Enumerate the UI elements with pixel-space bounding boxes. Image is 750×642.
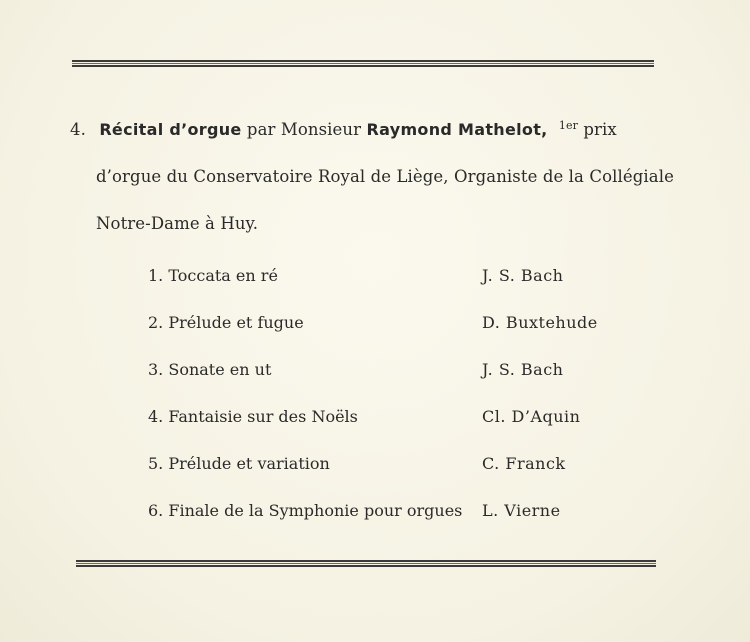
recital-title: Récital d’orgue	[99, 120, 242, 139]
prize-superscript: 1er	[558, 119, 578, 132]
piece-title: 4. Fantaisie sur des Noëls	[148, 407, 358, 426]
description-line-1	[70, 102, 670, 153]
item-number: 4.	[70, 120, 86, 139]
description-line-2: d’orgue du Conservatoire Royal de Liège, Organiste de la Collégiale	[96, 167, 674, 186]
program-list	[148, 262, 618, 544]
program-row	[148, 450, 618, 497]
program-row	[148, 309, 618, 356]
composer-name: L. Vierne	[482, 501, 561, 520]
piece-title: 5. Prélude et variation	[148, 454, 330, 473]
piece-title: 3. Sonate en ut	[148, 360, 272, 379]
piece-title: 6. Finale de la Symphonie pour orgues	[148, 501, 463, 520]
composer-name: C. Franck	[482, 454, 566, 473]
composer-name: Cl. D’Aquin	[482, 407, 581, 426]
program-row	[148, 262, 618, 309]
performer-name: Raymond Mathelot,	[366, 120, 548, 139]
composer-name: D. Buxtehude	[482, 313, 598, 332]
piece-title: 2. Prélude et fugue	[148, 313, 304, 332]
description-line-3: Notre-Dame à Huy.	[96, 214, 259, 233]
program-row	[148, 356, 618, 403]
program-row	[148, 403, 618, 450]
prize-word: prix	[583, 120, 617, 139]
text-par-monsieur: par Monsieur	[246, 120, 362, 139]
recital-description	[70, 102, 674, 247]
composer-name: J. S. Bach	[482, 266, 564, 285]
program-row	[148, 497, 618, 544]
top-double-rule	[72, 60, 654, 67]
bottom-double-rule	[76, 560, 656, 567]
composer-name: J. S. Bach	[482, 360, 564, 379]
piece-title: 1. Toccata en ré	[148, 266, 278, 285]
